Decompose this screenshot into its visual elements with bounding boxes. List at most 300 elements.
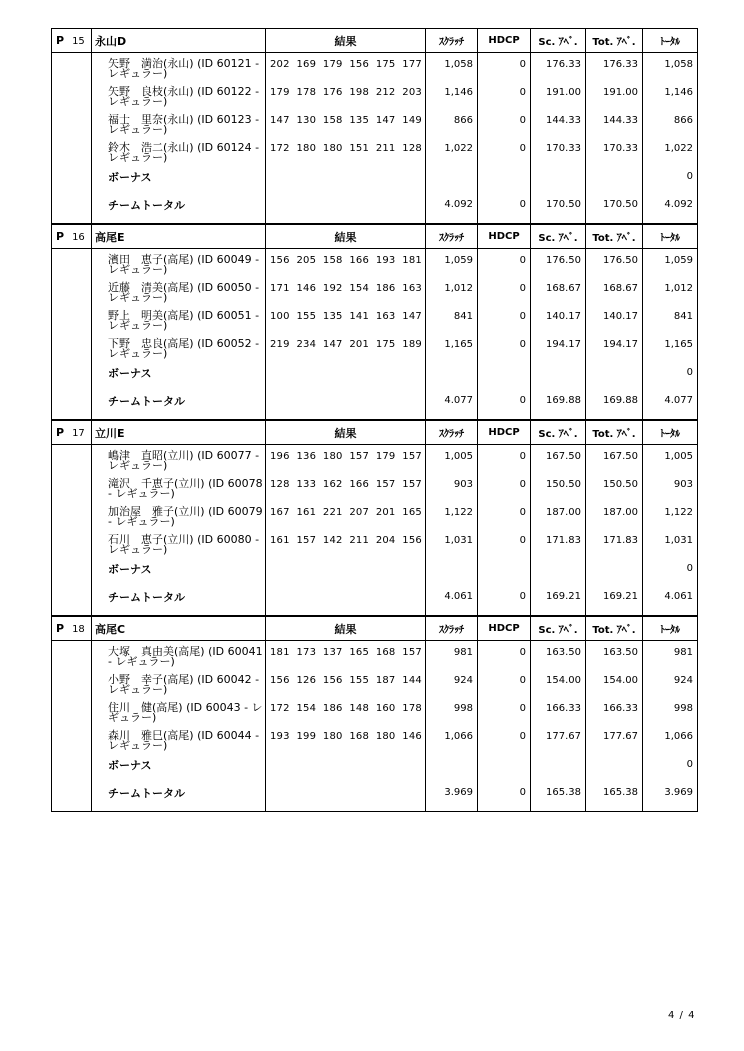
bonus-label: ボーナス [92, 165, 266, 193]
team-block [51, 420, 698, 616]
bonus-row [52, 753, 698, 781]
game-score: 157 [402, 479, 422, 490]
game-scores [266, 641, 426, 670]
spacer-cell [52, 305, 92, 333]
team-position: P 16 [52, 225, 92, 249]
game-score: 157 [375, 479, 396, 490]
player-tot-avg: 144.33 [586, 109, 643, 137]
player-name: 嶋津 直昭(立川) (ID 60077 - レギュラー) [92, 445, 266, 474]
game-scores [266, 725, 426, 753]
player-hdcp: 0 [478, 53, 531, 82]
player-scratch: 1,058 [426, 53, 478, 82]
tot-avg-header: Tot. ｱﾍﾞ. [586, 617, 643, 641]
team-scratch: 3.969 [426, 781, 478, 812]
team-sc-avg: 169.88 [531, 389, 586, 420]
game-score: 180 [322, 451, 343, 462]
player-row [52, 529, 698, 557]
player-row [52, 81, 698, 109]
game-scores [266, 333, 426, 361]
player-total: 1,165 [643, 333, 698, 361]
game-score: 126 [296, 675, 317, 686]
hdcp-header: HDCP [478, 421, 531, 445]
player-tot-avg: 140.17 [586, 305, 643, 333]
team-position: P 15 [52, 29, 92, 53]
game-score: 167 [270, 507, 290, 518]
player-row [52, 53, 698, 82]
player-hdcp: 0 [478, 529, 531, 557]
game-score: 155 [296, 311, 317, 322]
player-scratch: 1,031 [426, 529, 478, 557]
game-score: 180 [322, 731, 343, 742]
game-score: 136 [296, 451, 317, 462]
player-total: 1,022 [643, 137, 698, 165]
player-total: 1,059 [643, 249, 698, 278]
team-total: 3.969 [643, 781, 698, 812]
bonus-row [52, 361, 698, 389]
player-row [52, 501, 698, 529]
player-hdcp: 0 [478, 473, 531, 501]
game-scores [266, 81, 426, 109]
player-name: 下野 忠良(高尾) (ID 60052 - レギュラー) [92, 333, 266, 361]
player-row [52, 333, 698, 361]
game-score: 135 [349, 115, 370, 126]
game-scores [266, 669, 426, 697]
player-row [52, 725, 698, 753]
team-position: P 17 [52, 421, 92, 445]
result-header: 結果 [266, 617, 426, 641]
spacer-cell [52, 277, 92, 305]
team-block [51, 224, 698, 420]
team-name: 高尾E [92, 225, 266, 249]
player-tot-avg: 187.00 [586, 501, 643, 529]
game-scores [266, 445, 426, 474]
hdcp-header: HDCP [478, 29, 531, 53]
bonus-row [52, 165, 698, 193]
game-score: 204 [375, 535, 396, 546]
game-scores [266, 249, 426, 278]
player-row [52, 305, 698, 333]
game-score: 219 [270, 339, 290, 350]
player-name: 森川 雅巳(高尾) (ID 60044 - レギュラー) [92, 725, 266, 753]
player-row [52, 669, 698, 697]
spacer-cell [52, 529, 92, 557]
player-row [52, 277, 698, 305]
game-score: 179 [270, 87, 290, 98]
game-score: 151 [349, 143, 370, 154]
game-score: 161 [296, 507, 317, 518]
bonus-row [52, 557, 698, 585]
game-score: 157 [402, 451, 422, 462]
game-score: 234 [296, 339, 317, 350]
game-score: 199 [296, 731, 317, 742]
game-score: 177 [402, 59, 422, 70]
game-score: 165 [402, 507, 422, 518]
bonus-label: ボーナス [92, 361, 266, 389]
player-scratch: 1,022 [426, 137, 478, 165]
game-score: 201 [375, 507, 396, 518]
player-hdcp: 0 [478, 137, 531, 165]
game-score: 180 [375, 731, 396, 742]
game-score: 189 [402, 339, 422, 350]
game-scores [266, 697, 426, 725]
player-row [52, 109, 698, 137]
game-score: 128 [270, 479, 290, 490]
player-sc-avg: 171.83 [531, 529, 586, 557]
game-scores [266, 473, 426, 501]
player-row [52, 641, 698, 670]
player-scratch: 1,059 [426, 249, 478, 278]
game-score: 211 [349, 535, 370, 546]
player-row [52, 137, 698, 165]
game-score: 146 [402, 731, 422, 742]
team-hdcp: 0 [478, 389, 531, 420]
player-sc-avg: 177.67 [531, 725, 586, 753]
player-tot-avg: 171.83 [586, 529, 643, 557]
game-score: 149 [402, 115, 422, 126]
player-tot-avg: 150.50 [586, 473, 643, 501]
game-score: 160 [375, 703, 396, 714]
game-score: 141 [349, 311, 370, 322]
team-total-label: チームトータル [92, 585, 266, 616]
player-row [52, 249, 698, 278]
team-block [51, 28, 698, 224]
team-total-label: チームトータル [92, 781, 266, 812]
team-scratch: 4.077 [426, 389, 478, 420]
player-name: 福士 里奈(永山) (ID 60123 - レギュラー) [92, 109, 266, 137]
player-hdcp: 0 [478, 81, 531, 109]
bonus-value: 0 [643, 753, 698, 781]
player-name: 近藤 清美(高尾) (ID 60050 - レギュラー) [92, 277, 266, 305]
team-name: 立川E [92, 421, 266, 445]
game-score: 172 [270, 143, 290, 154]
game-score: 169 [296, 59, 317, 70]
player-tot-avg: 176.50 [586, 249, 643, 278]
team-total: 4.092 [643, 193, 698, 224]
hdcp-header: HDCP [478, 617, 531, 641]
game-score: 207 [349, 507, 370, 518]
game-scores [266, 137, 426, 165]
player-scratch: 1,165 [426, 333, 478, 361]
game-score: 135 [322, 311, 343, 322]
bonus-value: 0 [643, 361, 698, 389]
game-score: 193 [270, 731, 290, 742]
game-score: 154 [349, 283, 370, 294]
scratch-header: ｽｸﾗｯﾁ [426, 225, 478, 249]
player-hdcp: 0 [478, 109, 531, 137]
game-score: 144 [402, 675, 422, 686]
spacer-cell [52, 109, 92, 137]
game-score: 147 [402, 311, 422, 322]
player-total: 1,005 [643, 445, 698, 474]
team-total-row [52, 781, 698, 812]
game-score: 178 [296, 87, 317, 98]
team-tot-avg: 170.50 [586, 193, 643, 224]
player-sc-avg: 168.67 [531, 277, 586, 305]
spacer-cell [52, 81, 92, 109]
game-score: 203 [402, 87, 422, 98]
game-score: 212 [375, 87, 396, 98]
player-sc-avg: 170.33 [531, 137, 586, 165]
sc-avg-header: Sc. ｱﾍﾞ. [531, 617, 586, 641]
player-name: 野上 明美(高尾) (ID 60051 - レギュラー) [92, 305, 266, 333]
game-score: 166 [349, 479, 370, 490]
player-tot-avg: 177.67 [586, 725, 643, 753]
spacer-cell [52, 697, 92, 725]
result-header: 結果 [266, 225, 426, 249]
game-score: 156 [270, 675, 290, 686]
game-score: 158 [322, 115, 343, 126]
player-sc-avg: 154.00 [531, 669, 586, 697]
player-hdcp: 0 [478, 305, 531, 333]
game-score: 100 [270, 311, 290, 322]
tot-avg-header: Tot. ｱﾍﾞ. [586, 29, 643, 53]
spacer-cell [52, 473, 92, 501]
player-hdcp: 0 [478, 277, 531, 305]
team-tot-avg: 169.21 [586, 585, 643, 616]
player-hdcp: 0 [478, 249, 531, 278]
spacer-cell [52, 669, 92, 697]
game-scores [266, 305, 426, 333]
team-sc-avg: 169.21 [531, 585, 586, 616]
player-tot-avg: 168.67 [586, 277, 643, 305]
tot-avg-header: Tot. ｱﾍﾞ. [586, 225, 643, 249]
total-header: ﾄｰﾀﾙ [643, 29, 698, 53]
game-score: 196 [270, 451, 290, 462]
sc-avg-header: Sc. ｱﾍﾞ. [531, 29, 586, 53]
player-sc-avg: 163.50 [531, 641, 586, 670]
player-name: 矢野 良枝(永山) (ID 60122 - レギュラー) [92, 81, 266, 109]
game-score: 175 [375, 59, 396, 70]
player-sc-avg: 150.50 [531, 473, 586, 501]
team-scratch: 4.092 [426, 193, 478, 224]
game-score: 186 [375, 283, 396, 294]
player-tot-avg: 163.50 [586, 641, 643, 670]
game-score: 187 [375, 675, 396, 686]
player-hdcp: 0 [478, 333, 531, 361]
player-total: 903 [643, 473, 698, 501]
team-header-row [52, 225, 698, 249]
player-name: 住川 健(高尾) (ID 60043 - レギュラー) [92, 697, 266, 725]
game-score: 205 [296, 255, 317, 266]
player-scratch: 1,066 [426, 725, 478, 753]
game-score: 172 [270, 703, 290, 714]
team-total-row [52, 389, 698, 420]
spacer-cell [52, 445, 92, 474]
total-header: ﾄｰﾀﾙ [643, 225, 698, 249]
team-tot-avg: 165.38 [586, 781, 643, 812]
player-row [52, 697, 698, 725]
game-score: 147 [322, 339, 343, 350]
player-name: 滝沢 千恵子(立川) (ID 60078 - レギュラー) [92, 473, 266, 501]
player-total: 924 [643, 669, 698, 697]
team-tot-avg: 169.88 [586, 389, 643, 420]
game-score: 161 [270, 535, 290, 546]
team-header-row [52, 617, 698, 641]
game-score: 168 [375, 647, 396, 658]
sc-avg-header: Sc. ｱﾍﾞ. [531, 225, 586, 249]
player-sc-avg: 144.33 [531, 109, 586, 137]
game-score: 163 [402, 283, 422, 294]
spacer-cell [52, 137, 92, 165]
player-hdcp: 0 [478, 445, 531, 474]
player-scratch: 1,005 [426, 445, 478, 474]
game-score: 171 [270, 283, 290, 294]
player-name: 濱田 恵子(高尾) (ID 60049 - レギュラー) [92, 249, 266, 278]
player-total: 1,058 [643, 53, 698, 82]
player-sc-avg: 140.17 [531, 305, 586, 333]
game-score: 179 [322, 59, 343, 70]
team-sc-avg: 165.38 [531, 781, 586, 812]
bonus-label: ボーナス [92, 557, 266, 585]
page-number: 4 / 4 [668, 1010, 696, 1021]
game-score: 146 [296, 283, 317, 294]
team-name: 高尾C [92, 617, 266, 641]
player-name: 加治屋 雅子(立川) (ID 60079 - レギュラー) [92, 501, 266, 529]
game-score: 221 [322, 507, 343, 518]
game-score: 198 [349, 87, 370, 98]
score-report [51, 28, 697, 812]
game-score: 192 [322, 283, 343, 294]
game-score: 181 [270, 647, 290, 658]
game-score: 156 [349, 59, 370, 70]
player-tot-avg: 166.33 [586, 697, 643, 725]
player-sc-avg: 187.00 [531, 501, 586, 529]
team-hdcp: 0 [478, 585, 531, 616]
game-score: 180 [322, 143, 343, 154]
game-score: 142 [322, 535, 343, 546]
player-row [52, 473, 698, 501]
player-scratch: 924 [426, 669, 478, 697]
game-score: 186 [322, 703, 343, 714]
game-score: 193 [375, 255, 396, 266]
game-score: 175 [375, 339, 396, 350]
game-scores [266, 529, 426, 557]
game-score: 179 [375, 451, 396, 462]
player-sc-avg: 176.33 [531, 53, 586, 82]
player-sc-avg: 167.50 [531, 445, 586, 474]
scratch-header: ｽｸﾗｯﾁ [426, 617, 478, 641]
team-total: 4.077 [643, 389, 698, 420]
player-scratch: 981 [426, 641, 478, 670]
team-position: P 18 [52, 617, 92, 641]
spacer-cell [52, 641, 92, 670]
player-name: 小野 幸子(高尾) (ID 60042 - レギュラー) [92, 669, 266, 697]
player-total: 841 [643, 305, 698, 333]
player-total: 866 [643, 109, 698, 137]
game-scores [266, 277, 426, 305]
player-hdcp: 0 [478, 641, 531, 670]
player-sc-avg: 176.50 [531, 249, 586, 278]
tot-avg-header: Tot. ｱﾍﾞ. [586, 421, 643, 445]
player-scratch: 903 [426, 473, 478, 501]
spacer-cell [52, 249, 92, 278]
game-score: 130 [296, 115, 317, 126]
player-scratch: 1,122 [426, 501, 478, 529]
team-total-row [52, 193, 698, 224]
player-scratch: 841 [426, 305, 478, 333]
player-tot-avg: 167.50 [586, 445, 643, 474]
team-name: 永山D [92, 29, 266, 53]
player-tot-avg: 154.00 [586, 669, 643, 697]
bonus-value: 0 [643, 165, 698, 193]
game-scores [266, 501, 426, 529]
scratch-header: ｽｸﾗｯﾁ [426, 29, 478, 53]
spacer-cell [52, 725, 92, 753]
game-scores [266, 53, 426, 82]
team-hdcp: 0 [478, 193, 531, 224]
player-scratch: 866 [426, 109, 478, 137]
game-score: 168 [349, 731, 370, 742]
game-score: 173 [296, 647, 317, 658]
team-total: 4.061 [643, 585, 698, 616]
result-header: 結果 [266, 29, 426, 53]
team-sc-avg: 170.50 [531, 193, 586, 224]
player-tot-avg: 176.33 [586, 53, 643, 82]
player-scratch: 998 [426, 697, 478, 725]
player-name: 鈴木 浩二(永山) (ID 60124 - レギュラー) [92, 137, 266, 165]
player-hdcp: 0 [478, 669, 531, 697]
player-tot-avg: 191.00 [586, 81, 643, 109]
player-scratch: 1,012 [426, 277, 478, 305]
player-total: 1,012 [643, 277, 698, 305]
game-score: 128 [402, 143, 422, 154]
player-total: 1,066 [643, 725, 698, 753]
player-hdcp: 0 [478, 501, 531, 529]
team-header-row [52, 29, 698, 53]
total-header: ﾄｰﾀﾙ [643, 421, 698, 445]
game-score: 181 [402, 255, 422, 266]
player-sc-avg: 194.17 [531, 333, 586, 361]
player-total: 1,031 [643, 529, 698, 557]
player-row [52, 445, 698, 474]
game-scores [266, 109, 426, 137]
team-block [51, 616, 698, 812]
player-hdcp: 0 [478, 697, 531, 725]
result-header: 結果 [266, 421, 426, 445]
game-score: 180 [296, 143, 317, 154]
game-score: 148 [349, 703, 370, 714]
team-total-label: チームトータル [92, 193, 266, 224]
game-score: 156 [322, 675, 343, 686]
player-sc-avg: 166.33 [531, 697, 586, 725]
game-score: 165 [349, 647, 370, 658]
game-score: 163 [375, 311, 396, 322]
game-score: 158 [322, 255, 343, 266]
team-scratch: 4.061 [426, 585, 478, 616]
sc-avg-header: Sc. ｱﾍﾞ. [531, 421, 586, 445]
game-score: 157 [296, 535, 317, 546]
player-scratch: 1,146 [426, 81, 478, 109]
game-score: 156 [402, 535, 422, 546]
scratch-header: ｽｸﾗｯﾁ [426, 421, 478, 445]
player-tot-avg: 194.17 [586, 333, 643, 361]
game-score: 162 [322, 479, 343, 490]
team-total-row [52, 585, 698, 616]
game-score: 156 [270, 255, 290, 266]
player-tot-avg: 170.33 [586, 137, 643, 165]
player-total: 1,122 [643, 501, 698, 529]
player-name: 石川 恵子(立川) (ID 60080 - レギュラー) [92, 529, 266, 557]
player-name: 大塚 真由美(高尾) (ID 60041 - レギュラー) [92, 641, 266, 670]
game-score: 202 [270, 59, 290, 70]
spacer-cell [52, 501, 92, 529]
game-score: 157 [402, 647, 422, 658]
player-total: 998 [643, 697, 698, 725]
game-score: 154 [296, 703, 317, 714]
bonus-label: ボーナス [92, 753, 266, 781]
spacer-cell [52, 53, 92, 82]
game-score: 157 [349, 451, 370, 462]
